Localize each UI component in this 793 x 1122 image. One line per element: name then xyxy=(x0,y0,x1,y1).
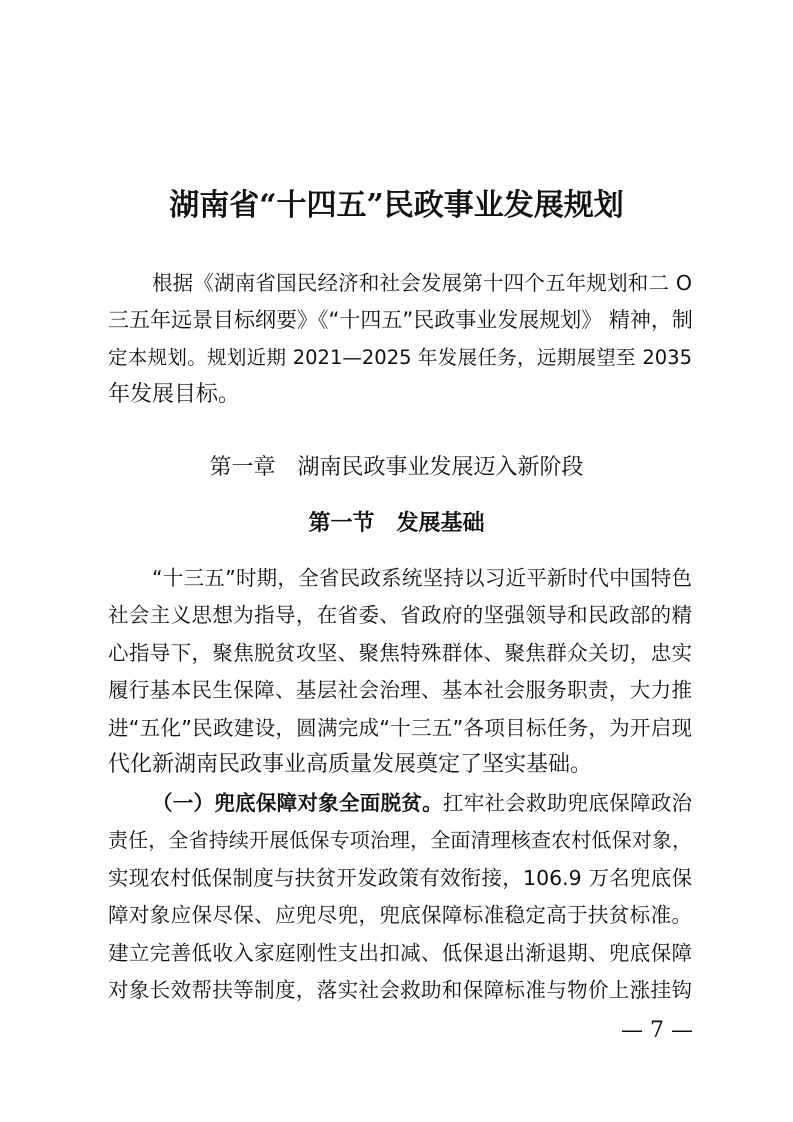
paragraph-line: 代化新湖南民政事业高质量发展奠定了坚实基础。 xyxy=(108,752,593,777)
paragraph-line: 心指导下，聚焦脱贫攻坚、聚焦特殊群体、聚焦群众关切，忠实 xyxy=(108,641,692,665)
intro-line: 年发展目标。 xyxy=(108,382,241,407)
document-title: 湖南省“十四五”民政事业发展规划 xyxy=(169,188,624,223)
paragraph-line: 对象长效帮扶等制度，落实社会救助和保障标准与物价上涨挂钩 xyxy=(108,978,692,1002)
intro-line: 根据《湖南省国民经济和社会发展第十四个五年规划和二 O xyxy=(152,271,692,295)
paragraph-line: 社会主义思想为指导，在省委、省政府的坚强领导和民政部的精 xyxy=(108,603,692,627)
paragraph-line: 履行基本民生保障、基层社会治理、基本社会服务职责，大力推 xyxy=(108,678,692,702)
page-number: — 7 — xyxy=(621,1018,693,1043)
paragraph-line: 进“五化”民政建设，圆满完成“十三五”各项目标任务，为开启现 xyxy=(108,716,692,740)
section-heading: 第一节 发展基础 xyxy=(308,510,485,536)
paragraph-line: 建立完善低收入家庭刚性支出扣减、低保退出渐退期、兜底保障 xyxy=(108,941,692,965)
paragraph-line: 障对象应保尽保、应兜尽兜，兜底保障标准稳定高于扶贫标准。 xyxy=(108,903,692,927)
intro-line: 三五年远景目标纲要》《“十四五”民政事业发展规划》 精神，制 xyxy=(108,308,693,332)
intro-line: 定本规划。规划近期 2021—2025 年发展任务，远期展望至 2035 xyxy=(108,346,692,369)
subsection-heading: （一）兜底保障对象全面脱贫。 xyxy=(152,791,443,815)
paragraph-line: “十三五”时期，全省民政系统坚持以习近平新时代中国特色 xyxy=(152,566,692,590)
paragraph-line: 实现农村低保制度与扶贫开发政策有效衔接，106.9 万名兜底保 xyxy=(108,866,692,890)
paragraph-line-with-heading xyxy=(152,788,692,818)
chapter-heading: 第一章 湖南民政事业发展迈入新阶段 xyxy=(209,455,584,480)
paragraph-text: 扛牢社会救助兜底保障政治 xyxy=(442,791,693,815)
paragraph-line: 责任，全省持续开展低保专项治理，全面清理核查农村低保对象， xyxy=(108,828,692,852)
